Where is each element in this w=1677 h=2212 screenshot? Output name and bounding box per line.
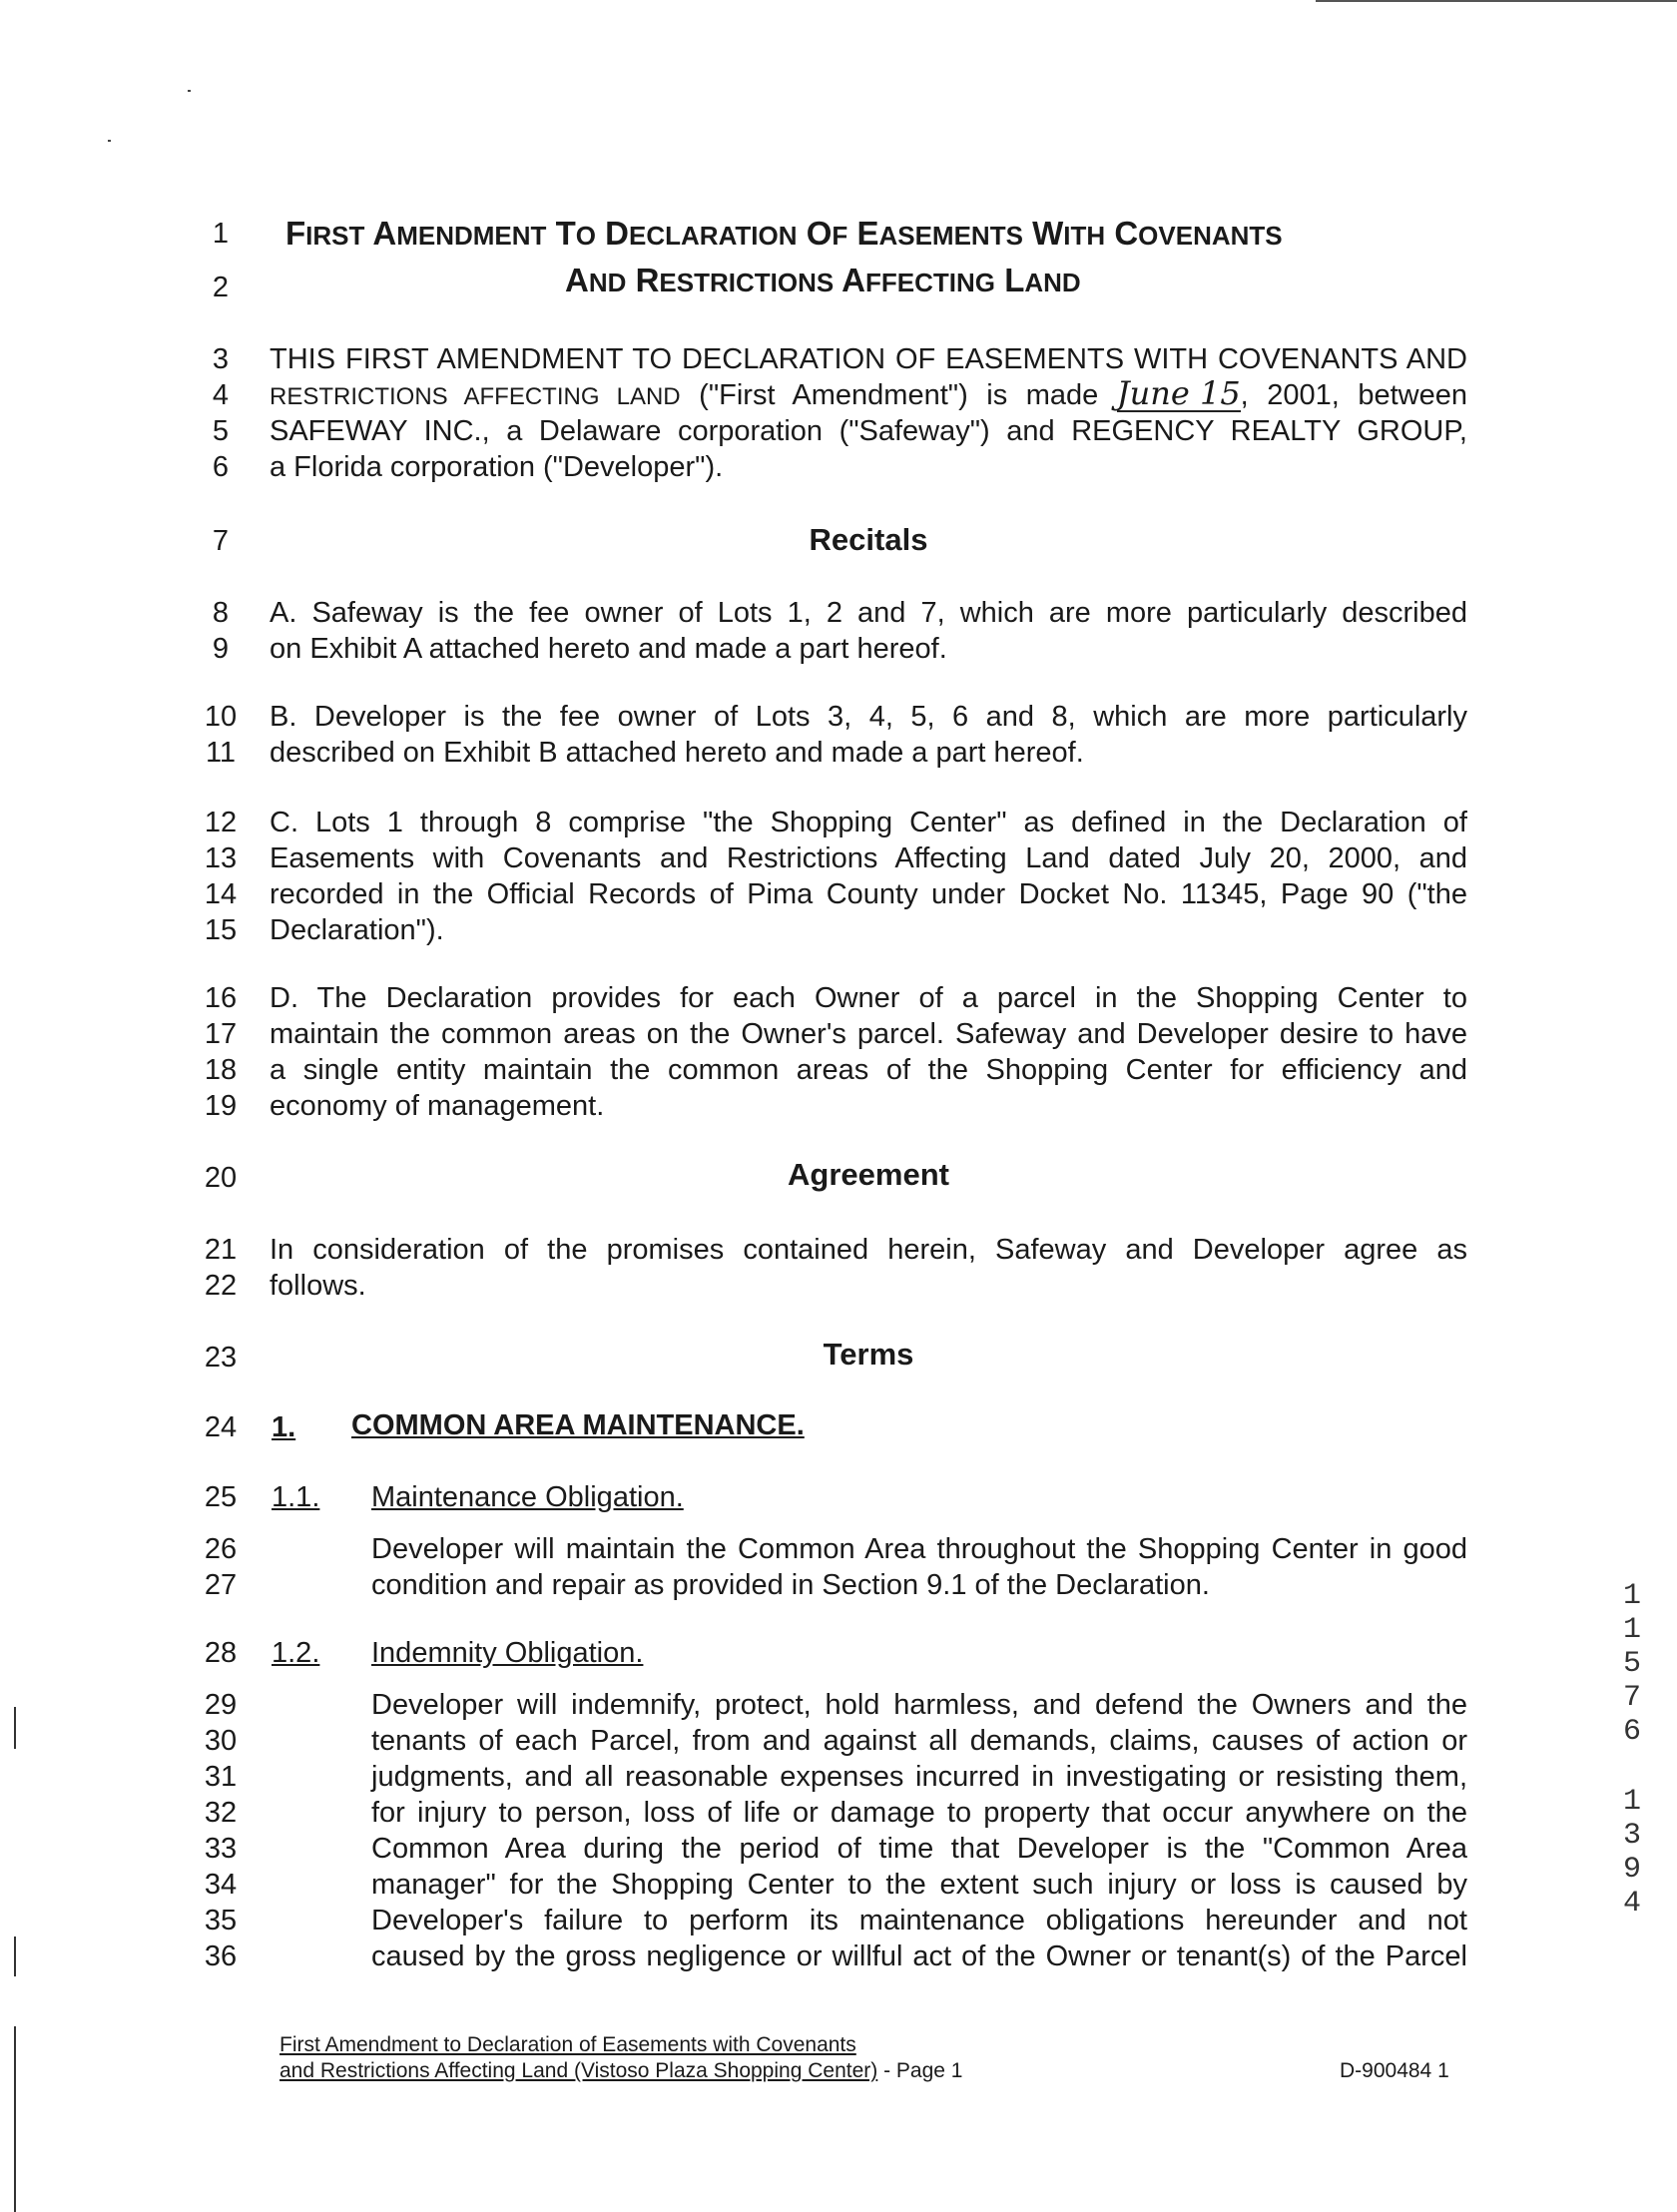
line-number: 16 bbox=[204, 982, 238, 1014]
handwritten-date: June 15 bbox=[1116, 374, 1241, 412]
intro-line: THIS FIRST AMENDMENT TO DECLARATION OF EASEMENTS WITH COVENANTS AND bbox=[270, 343, 1467, 375]
line-number: 22 bbox=[204, 1270, 238, 1302]
section-1-title: COMMON AREA MAINTENANCE. bbox=[351, 1409, 805, 1441]
line-number: 15 bbox=[204, 914, 238, 946]
section-1-2-line: judgments, and all reasonable expenses incurred in investigating or resisting them, bbox=[371, 1761, 1467, 1793]
line-number: 12 bbox=[204, 807, 238, 838]
agreement-heading: Agreement bbox=[788, 1157, 949, 1192]
line-number: 1 bbox=[212, 218, 230, 250]
intro-text: , 2001, between bbox=[1240, 379, 1467, 411]
line-number: 2 bbox=[212, 272, 230, 303]
recording-stamp-bottom: 1 3 9 4 bbox=[1622, 1785, 1641, 1921]
line-number: 35 bbox=[204, 1905, 238, 1936]
section-1-1-number: 1.1. bbox=[272, 1481, 320, 1513]
line-number: 5 bbox=[212, 415, 230, 447]
recital-line: a single entity maintain the common areas of the Shopping Center for efficiency and bbox=[270, 1054, 1467, 1086]
line-number: 34 bbox=[204, 1869, 238, 1901]
recital-line: recorded in the Official Records of Pima County under Docket No. 11345, Page 90 ("the bbox=[270, 878, 1467, 910]
line-number: 27 bbox=[204, 1569, 238, 1601]
section-1-2-line: manager" for the Shopping Center to the extent such injury or loss is caused by bbox=[371, 1869, 1467, 1901]
line-number: 24 bbox=[204, 1411, 238, 1443]
section-1-2-number: 1.2. bbox=[272, 1637, 320, 1669]
section-1-2-line: caused by the gross negligence or willful act of the Owner or tenant(s) of the Parcel bbox=[371, 1940, 1467, 1972]
document-title-line-1: FIRST AMENDMENT TO DECLARATION OF EASEMENTS WITH COVENANTS bbox=[285, 215, 1283, 252]
recital-line: B. Developer is the fee owner of Lots 3, 4, 5, 6 and 8, which are more particularly bbox=[270, 701, 1467, 733]
line-number: 36 bbox=[204, 1940, 238, 1972]
recital-line: described on Exhibit B attached hereto and made a part hereof. bbox=[270, 737, 1084, 769]
agreement-line: follows. bbox=[270, 1270, 366, 1302]
line-number: 33 bbox=[204, 1833, 238, 1865]
document-number: D-900484 1 bbox=[1340, 2059, 1449, 2082]
line-number: 23 bbox=[204, 1342, 238, 1374]
line-number: 30 bbox=[204, 1725, 238, 1757]
recital-line: Declaration"). bbox=[270, 914, 444, 946]
line-number: 3 bbox=[212, 343, 230, 375]
recital-line: A. Safeway is the fee owner of Lots 1, 2 and 7, which are more particularly described bbox=[270, 597, 1467, 629]
recitals-heading: Recitals bbox=[809, 522, 928, 557]
line-number: 13 bbox=[204, 842, 238, 874]
section-1-2-line: Developer will indemnify, protect, hold harmless, and defend the Owners and the bbox=[371, 1689, 1467, 1721]
section-1-1-line: Developer will maintain the Common Area throughout the Shopping Center in good bbox=[371, 1533, 1467, 1565]
line-number: 26 bbox=[204, 1533, 238, 1565]
section-1-2-line: Developer's failure to perform its maintenance obligations hereunder and not bbox=[371, 1905, 1467, 1936]
line-number: 14 bbox=[204, 878, 238, 910]
scan-edge-line bbox=[1316, 0, 1677, 2]
terms-heading: Terms bbox=[823, 1337, 914, 1372]
line-number: 7 bbox=[212, 525, 230, 557]
footer-line-1: First Amendment to Declaration of Easements with Covenants bbox=[280, 2033, 856, 2056]
recital-line: Easements with Covenants and Restrictions Affecting Land dated July 20, 2000, and bbox=[270, 842, 1467, 874]
section-1-2-line: for injury to person, loss of life or damage to property that occur anywhere on the bbox=[371, 1797, 1467, 1829]
line-number: 9 bbox=[212, 633, 230, 665]
page-footer bbox=[280, 2032, 962, 2084]
line-number: 28 bbox=[204, 1637, 238, 1669]
line-number: 6 bbox=[212, 451, 230, 483]
line-number: 4 bbox=[212, 379, 230, 411]
line-number: 8 bbox=[212, 597, 230, 629]
date-blank bbox=[1116, 374, 1241, 412]
intro-line bbox=[270, 374, 1467, 415]
recital-line: economy of management. bbox=[270, 1090, 605, 1122]
intro-defined-term: RESTRICTIONS AFFECTING LAND bbox=[270, 383, 681, 410]
footer-line-2: and Restrictions Affecting Land (Vistoso Plaza Shopping Center) bbox=[280, 2059, 878, 2082]
line-number: 32 bbox=[204, 1797, 238, 1829]
intro-line: a Florida corporation ("Developer"). bbox=[270, 451, 724, 483]
line-number: 20 bbox=[204, 1162, 238, 1194]
section-1-1-title: Maintenance Obligation. bbox=[371, 1481, 684, 1513]
section-1-number: 1. bbox=[272, 1411, 296, 1443]
line-number: 25 bbox=[204, 1481, 238, 1513]
scan-speck bbox=[108, 140, 111, 142]
recital-line: on Exhibit A attached hereto and made a part hereof. bbox=[270, 633, 947, 665]
recording-stamp-top: 1 1 5 7 6 bbox=[1622, 1579, 1641, 1749]
recital-line: maintain the common areas on the Owner's parcel. Safeway and Developer desire to have bbox=[270, 1018, 1467, 1050]
intro-line: SAFEWAY INC., a Delaware corporation ("Safeway") and REGENCY REALTY GROUP, bbox=[270, 415, 1467, 447]
line-number: 19 bbox=[204, 1090, 238, 1122]
document-title-line-2: AND RESTRICTIONS AFFECTING LAND bbox=[565, 262, 1081, 298]
scan-speck bbox=[188, 90, 191, 92]
line-number: 31 bbox=[204, 1761, 238, 1793]
footer-page-number: - Page 1 bbox=[877, 2059, 963, 2082]
line-number: 17 bbox=[204, 1018, 238, 1050]
line-number: 10 bbox=[204, 701, 238, 733]
agreement-line: In consideration of the promises contained herein, Safeway and Developer agree as bbox=[270, 1234, 1467, 1266]
scan-edge-mark bbox=[14, 2026, 16, 2212]
section-1-2-line: tenants of each Parcel, from and against all demands, claims, causes of action or bbox=[371, 1725, 1467, 1757]
scan-edge-mark bbox=[14, 1707, 16, 1749]
section-1-2-title: Indemnity Obligation. bbox=[371, 1637, 644, 1669]
line-number: 29 bbox=[204, 1689, 238, 1721]
line-number: 11 bbox=[205, 737, 237, 769]
line-number: 18 bbox=[204, 1054, 238, 1086]
section-1-1-line: condition and repair as provided in Section 9.1 of the Declaration. bbox=[371, 1569, 1210, 1601]
section-1-2-line: Common Area during the period of time that Developer is the "Common Area bbox=[371, 1833, 1467, 1865]
line-number: 21 bbox=[204, 1234, 238, 1266]
recital-line: D. The Declaration provides for each Owner of a parcel in the Shopping Center to bbox=[270, 982, 1467, 1014]
intro-text: ("First Amendment") is made bbox=[699, 379, 1099, 411]
recital-line: C. Lots 1 through 8 comprise "the Shopping Center" as defined in the Declaration of bbox=[270, 807, 1467, 838]
scan-edge-mark bbox=[14, 1936, 16, 1976]
